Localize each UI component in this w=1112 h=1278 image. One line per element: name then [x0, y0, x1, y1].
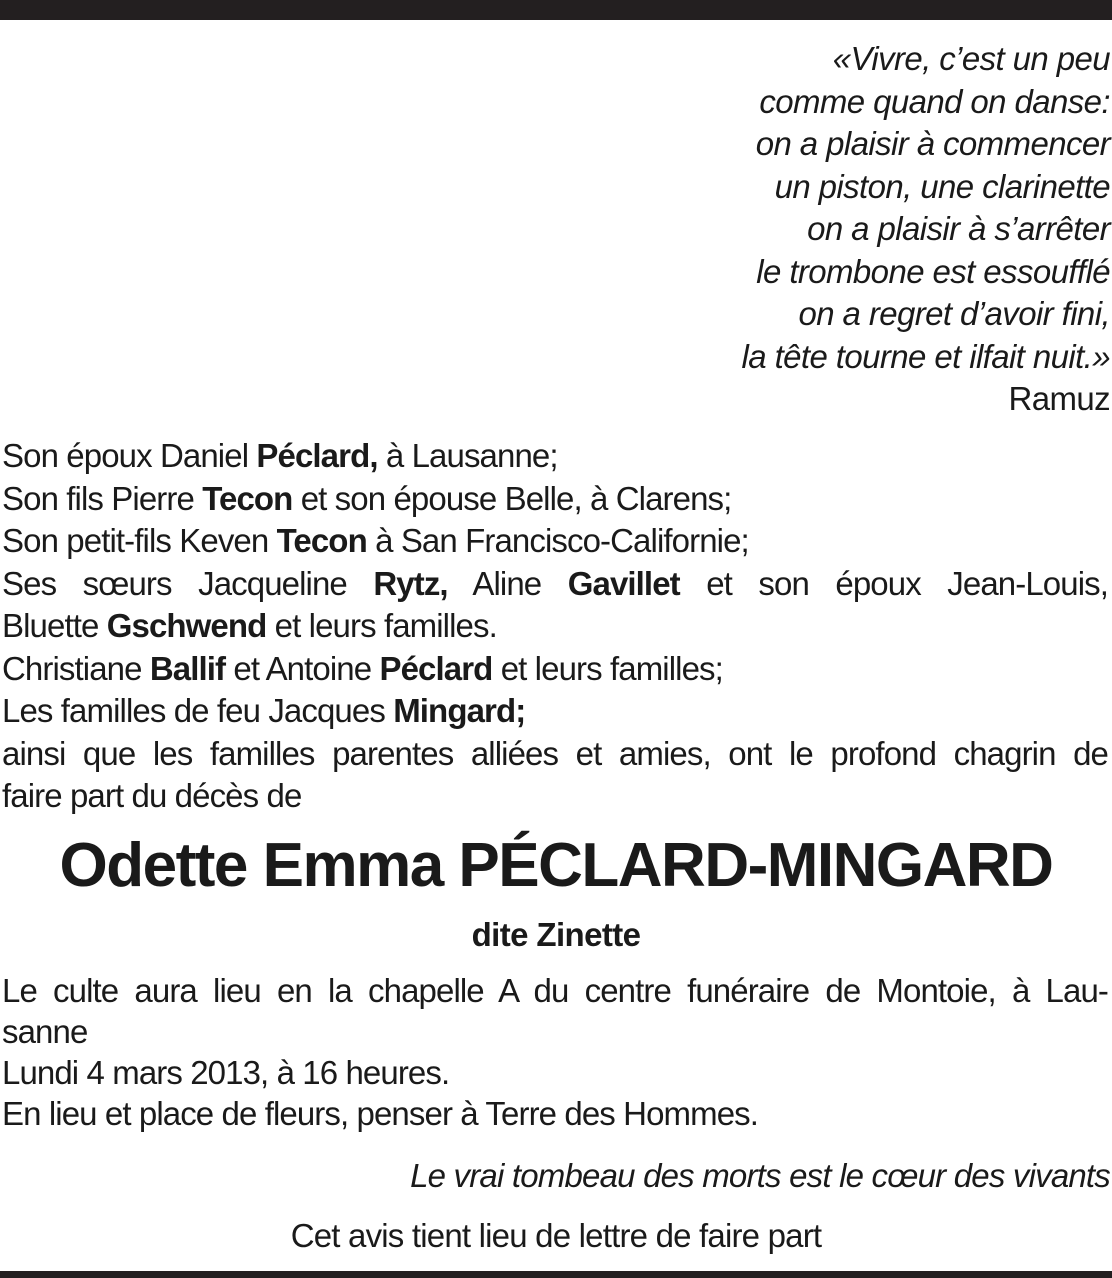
family-line-sisters-cont — [2, 605, 1108, 648]
service-line-date: Lundi 4 mars 2013, à 16 heures. — [2, 1054, 450, 1091]
surname: Gavillet — [567, 564, 680, 602]
deceased-name: Odette Emma PÉCLARD-MINGARD — [59, 831, 1053, 900]
text: Ses sœurs Jacqueline — [2, 564, 374, 602]
text: Aline — [447, 564, 568, 602]
epigraph-line: comme quand on danse: — [759, 82, 1110, 120]
surname: Rytz, — [373, 564, 448, 602]
closing-motto: Le vrai tombeau des morts est le cœur des vivants — [410, 1157, 1110, 1194]
epigraph-line: le trombone est essoufflé — [756, 252, 1110, 290]
bottom-border-rule — [0, 1271, 1112, 1278]
text: Bluette — [2, 607, 107, 644]
epigraph-line: on a regret d’avoir fini, — [798, 295, 1110, 332]
family-line-relatives — [2, 648, 1108, 691]
service-line-flowers: En lieu et place de fleurs, penser à Terre des Hommes. — [2, 1095, 759, 1132]
text: Son fils Pierre — [2, 479, 203, 517]
family-line-allies: ainsi que les familles parentes alliées et amies, ont le profond chagrin de — [2, 734, 1108, 772]
epigraph-line: un piston, une clarinette — [774, 167, 1110, 205]
family-line-sisters — [2, 563, 1108, 606]
surname: Ballif — [149, 649, 226, 687]
family-announcement — [2, 435, 1108, 818]
family-line-spouse — [2, 435, 1108, 478]
text: et Antoine — [225, 649, 380, 687]
surname: Gschwend — [106, 607, 267, 644]
surname: Péclard, — [256, 437, 378, 474]
text: et leurs familles; — [492, 649, 723, 687]
epigraph-line: on a plaisir à commencer — [755, 125, 1110, 162]
surname: Tecon — [202, 479, 293, 517]
surname: Péclard — [379, 649, 493, 687]
epigraph-line: la tête tourne et ilfait nuit.» — [741, 337, 1110, 375]
text: à San Francisco-Californie; — [366, 522, 749, 559]
epigraph-line: «Vivre, c’est un peu — [832, 40, 1110, 77]
surname: Tecon — [276, 522, 367, 559]
text: Les familles de feu Jacques — [2, 692, 394, 729]
top-border-rule — [0, 0, 1112, 20]
text: et son épouse Belle, à Clarens; — [292, 479, 732, 517]
family-line-announce: faire part du décès de — [2, 777, 302, 814]
epigraph-line: on a plaisir à s’arrêter — [807, 210, 1110, 247]
text: Son petit-fils Keven — [2, 522, 277, 559]
service-line-location-cont: sanne — [2, 1013, 88, 1050]
epigraph-author: Ramuz — [1008, 380, 1110, 417]
family-line-son — [2, 478, 1108, 521]
text: et leurs familles. — [266, 607, 497, 644]
service-details — [2, 970, 1108, 1134]
service-line-location: Le culte aura lieu en la chapelle A du centre funéraire de Montoie, à Lau- — [2, 972, 1108, 1009]
text: à Lausanne; — [377, 437, 558, 474]
closing-notice: Cet avis tient lieu de lettre de faire part — [290, 1217, 822, 1254]
text: Son époux Daniel — [2, 437, 257, 474]
epigraph-quote — [510, 38, 1110, 421]
deceased-nickname: dite Zinette — [471, 916, 641, 953]
surname: Mingard; — [393, 692, 526, 729]
text: Christiane — [2, 649, 150, 687]
family-line-mingard — [2, 690, 1108, 733]
text: et son époux Jean-Louis, — [679, 564, 1108, 602]
family-line-grandson — [2, 520, 1108, 563]
